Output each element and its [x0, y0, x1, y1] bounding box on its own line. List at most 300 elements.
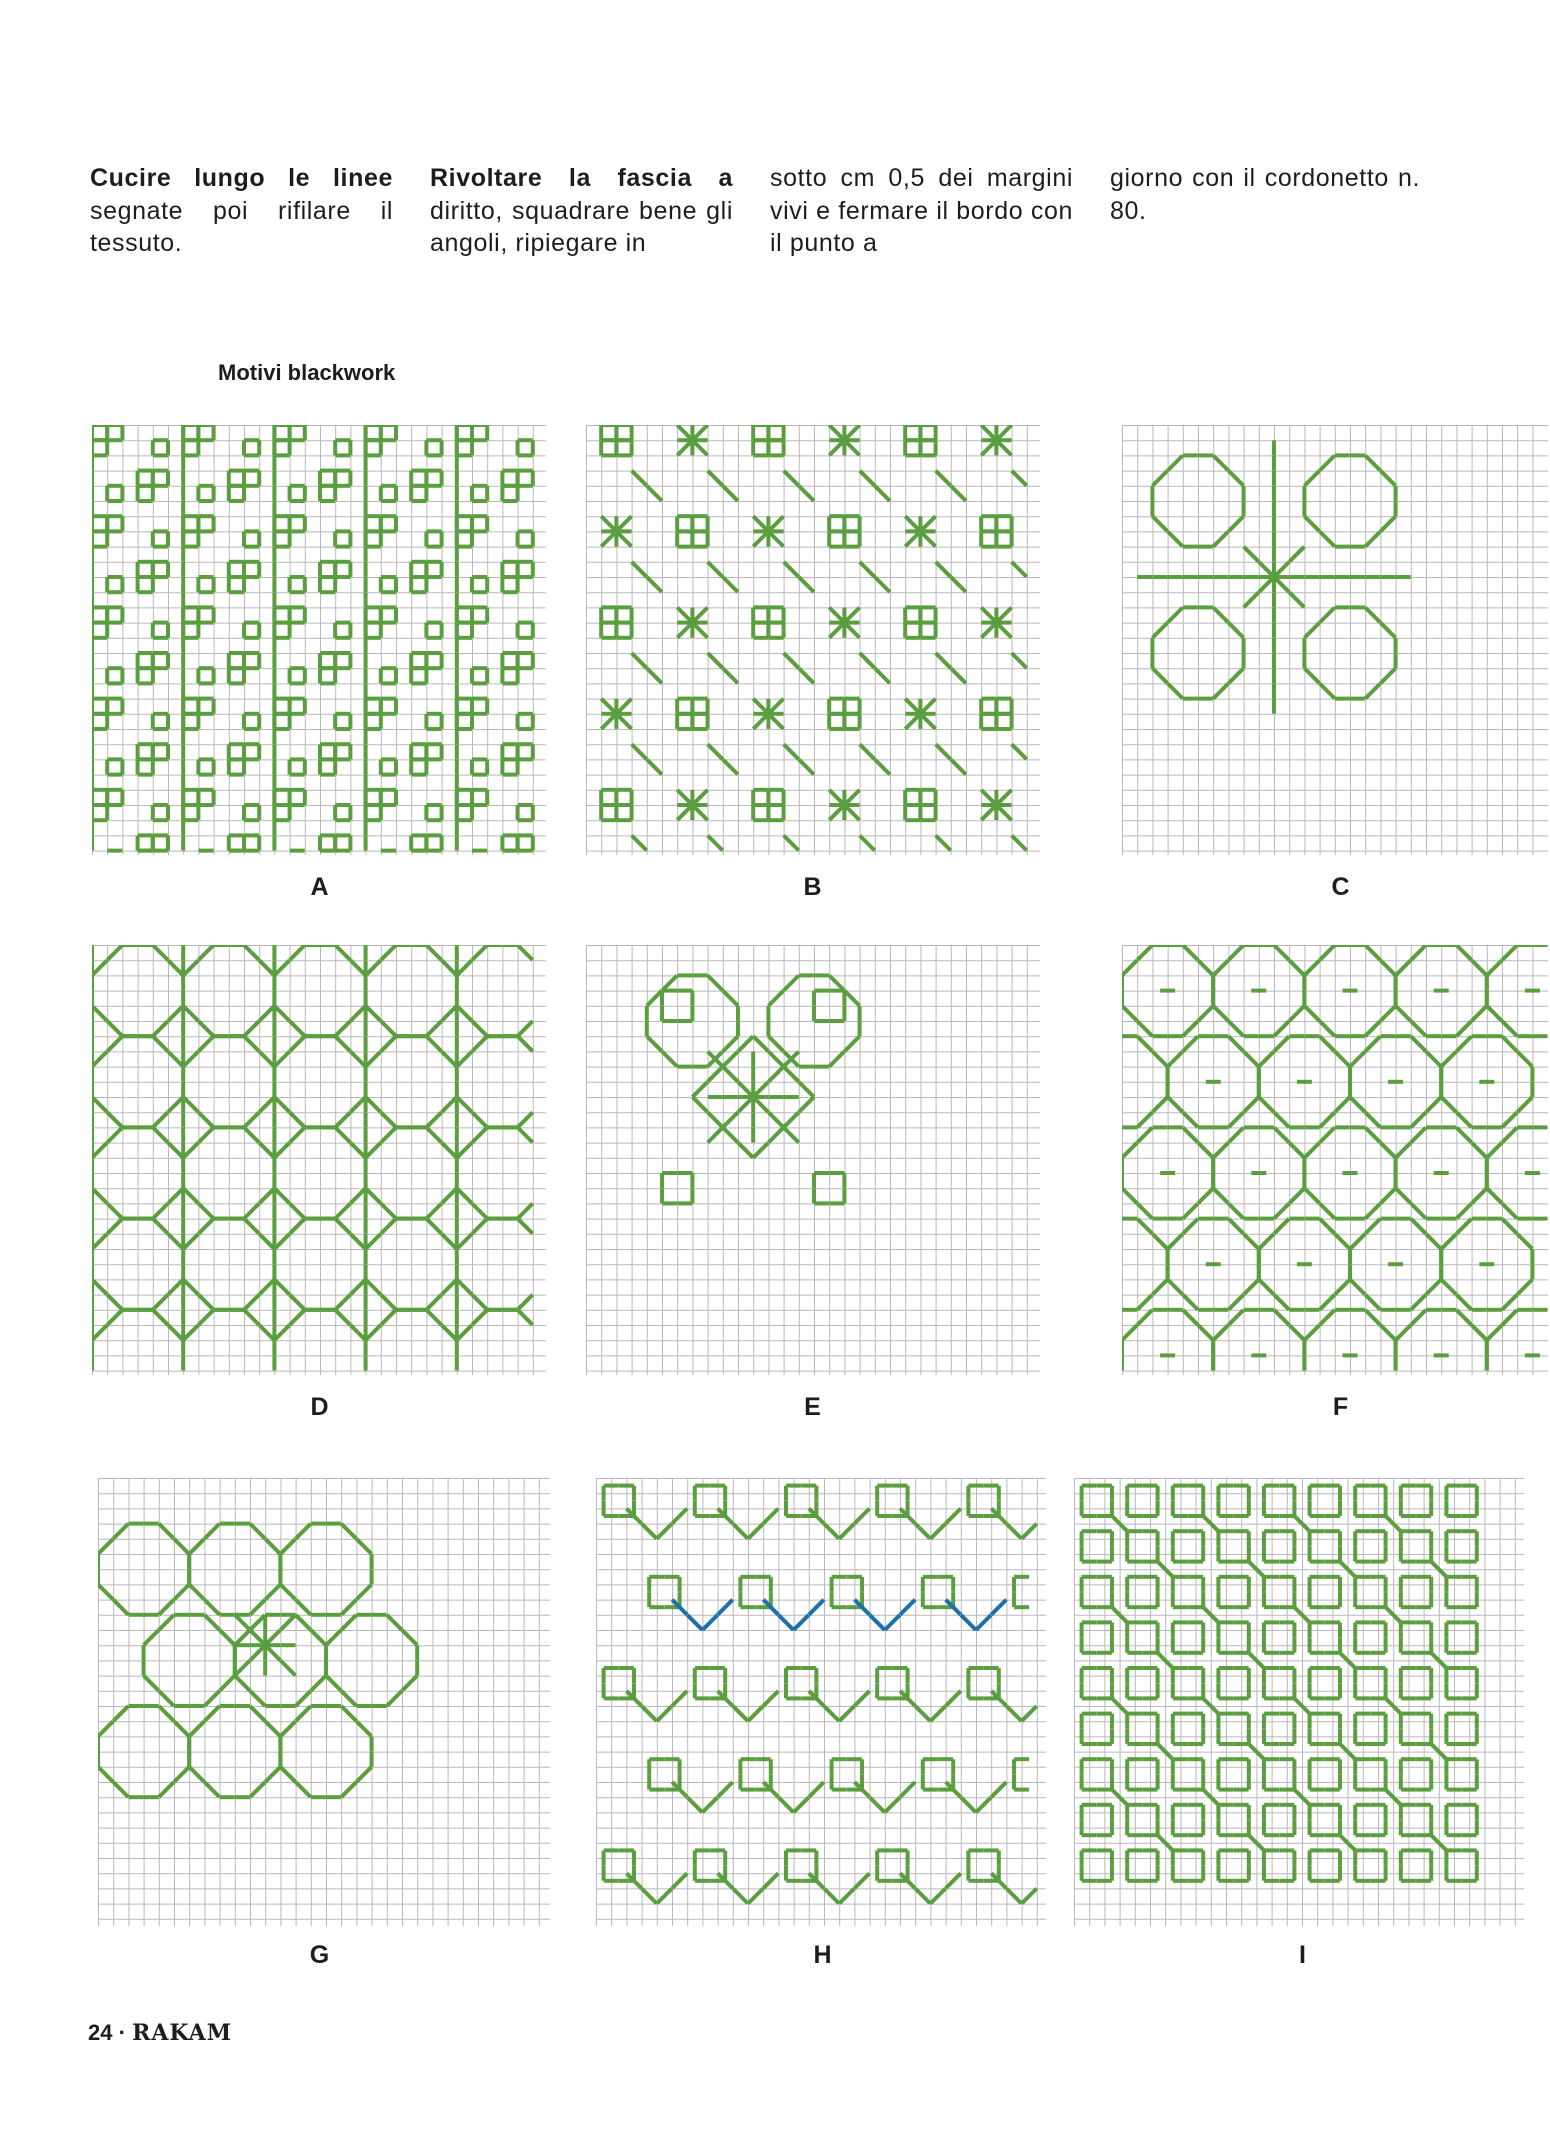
stitch: [1183, 1036, 1198, 1051]
stitch: [677, 608, 692, 623]
pattern-grid-g: [98, 1478, 550, 1926]
stitch: [199, 1021, 214, 1036]
stitch: [1365, 1112, 1380, 1127]
stitch: [1229, 516, 1244, 531]
stitch: [997, 608, 1012, 623]
stitch: [144, 1630, 159, 1645]
stitch: [763, 1509, 778, 1524]
stitch-pattern: [1082, 1486, 1477, 1881]
stitch: [1168, 456, 1183, 471]
stitch: [1472, 1325, 1487, 1340]
stitch: [1229, 1021, 1244, 1036]
stitch: [168, 1143, 183, 1158]
stitch: [275, 1097, 290, 1112]
stitch: [784, 836, 799, 851]
stitch: [693, 1097, 708, 1112]
stitch: [845, 440, 860, 455]
pattern-grid-a: [92, 425, 546, 855]
stitch: [1213, 1006, 1228, 1021]
stitch: [442, 1052, 457, 1067]
stitch: [1183, 1295, 1198, 1310]
stitch: [769, 516, 784, 531]
stitch: [1183, 1204, 1198, 1219]
stitch: [981, 623, 996, 638]
pattern-grid-c: [1122, 425, 1548, 855]
stitch: [1229, 471, 1244, 486]
stitch: [824, 1524, 839, 1539]
stitch: [92, 1188, 107, 1203]
pattern-panel-a: [92, 425, 546, 855]
stitch: [662, 976, 677, 991]
stitch: [1335, 1097, 1350, 1112]
stitch: [259, 1143, 274, 1158]
stitch: [829, 608, 844, 623]
stitch: [1487, 1325, 1502, 1340]
stitch: [1183, 1112, 1198, 1127]
stitch: [1153, 668, 1168, 683]
stitch: [617, 714, 632, 729]
stitch: [113, 1782, 128, 1797]
stitch: [351, 1006, 366, 1021]
stitch: [753, 1036, 768, 1051]
stitch: [936, 744, 951, 759]
stitch: [1320, 1204, 1335, 1219]
stitch: [829, 440, 844, 455]
stitch: [900, 1600, 915, 1615]
stitch: [799, 668, 814, 683]
stitch: [1244, 1280, 1259, 1295]
stitch: [381, 1128, 396, 1143]
stitch: [921, 714, 936, 729]
stitch: [1244, 592, 1259, 607]
stitch-pattern: [604, 1486, 1037, 1904]
column-bold-text: Rivoltare la fascia a: [430, 164, 733, 192]
stitch: [1305, 960, 1320, 975]
stitch: [875, 668, 890, 683]
stitch: [1517, 1234, 1532, 1249]
stitch: [1012, 471, 1027, 486]
stitch: [738, 1036, 753, 1051]
stitch: [915, 1524, 930, 1539]
stitch: [290, 1295, 305, 1310]
stitch: [647, 486, 662, 501]
stitch: [632, 562, 647, 577]
stitch: [244, 1036, 259, 1051]
stitch: [107, 1021, 122, 1036]
stitch: [763, 1873, 778, 1888]
stitch: [1411, 1295, 1426, 1310]
stitch: [936, 653, 951, 668]
stitch: [518, 1112, 533, 1127]
stitch: [1396, 1143, 1411, 1158]
stitch: [351, 1097, 366, 1112]
stitch: [366, 1143, 381, 1158]
stitch: [961, 1797, 976, 1812]
stitch: [265, 1539, 280, 1554]
grid-lines: [98, 1478, 550, 1926]
stitch: [799, 1097, 814, 1112]
stitch: [723, 760, 738, 775]
stitch: [518, 1128, 533, 1143]
stitch: [647, 760, 662, 775]
stitch: [235, 1661, 250, 1676]
stitch: [381, 1310, 396, 1325]
stitch: [1022, 1706, 1037, 1721]
stitch: [981, 425, 996, 440]
stitch: [107, 1112, 122, 1127]
stitch: [961, 1615, 976, 1630]
stitch: [1229, 623, 1244, 638]
stitch: [601, 714, 616, 729]
stitch: [1365, 1036, 1380, 1051]
stitch: [845, 1036, 860, 1051]
stitch: [617, 699, 632, 714]
stitch-pattern: [601, 425, 1026, 851]
stitch: [296, 1691, 311, 1706]
stitch: [351, 1325, 366, 1340]
stitch: [1259, 1052, 1274, 1067]
stitch: [708, 653, 723, 668]
stitch: [1274, 1112, 1289, 1127]
stitch: [174, 1767, 189, 1782]
stitch: [153, 1295, 168, 1310]
stitch: [1457, 1295, 1472, 1310]
stitch-pattern: [92, 425, 533, 851]
stitch: [1183, 1128, 1198, 1143]
stitch: [351, 1052, 366, 1067]
stitch: [387, 1691, 402, 1706]
stitch: [1365, 1204, 1380, 1219]
stitch: [311, 1630, 326, 1645]
stitch: [1320, 684, 1335, 699]
stitch: [275, 1280, 290, 1295]
stitch: [1365, 1310, 1380, 1325]
stitch: [159, 1600, 174, 1615]
stitch: [335, 1310, 350, 1325]
stitch: [1517, 1052, 1532, 1067]
stitch: [1153, 623, 1168, 638]
stitch: [335, 1128, 350, 1143]
stitch: [1350, 1097, 1365, 1112]
stitch: [1213, 960, 1228, 975]
stitch: [1137, 1219, 1152, 1234]
stitch: [1350, 1052, 1365, 1067]
stitch: [784, 1067, 799, 1082]
stitch: [1457, 945, 1472, 960]
stitch: [1396, 1325, 1411, 1340]
stitch: [1229, 1310, 1244, 1325]
stitch: [381, 1036, 396, 1051]
stitch: [1274, 1128, 1289, 1143]
stitch: [98, 1585, 113, 1600]
stitch: [769, 699, 784, 714]
stitch: [870, 1615, 885, 1630]
stitch: [693, 440, 708, 455]
stitch: [687, 1797, 702, 1812]
stitch: [92, 1052, 107, 1067]
stitch: [1012, 562, 1027, 577]
stitch: [885, 1615, 900, 1630]
stitch: [860, 744, 875, 759]
stitch: [784, 471, 799, 486]
stitch: [875, 577, 890, 592]
stitch: [1153, 471, 1168, 486]
stitch: [799, 486, 814, 501]
stitch: [647, 991, 662, 1006]
stitch: [951, 760, 966, 775]
stitch: [647, 668, 662, 683]
stitch: [1229, 1036, 1244, 1051]
stitch: [860, 836, 875, 851]
stitch: [1320, 608, 1335, 623]
stitch: [693, 790, 708, 805]
stitch: [1426, 1052, 1441, 1067]
stitch: [723, 1112, 738, 1127]
stitch: [1229, 945, 1244, 960]
text-column-4: [1110, 162, 1420, 227]
stitch: [275, 1143, 290, 1158]
stitch: [997, 805, 1012, 820]
stitch: [915, 1889, 930, 1904]
stitch: [290, 1112, 305, 1127]
stitch: [442, 1143, 457, 1158]
stitch: [341, 1782, 356, 1797]
stitch: [1244, 1234, 1259, 1249]
stitch: [1213, 1188, 1228, 1203]
stitch: [738, 1097, 753, 1112]
stitch: [1340, 1744, 1355, 1759]
stitch: [1183, 1021, 1198, 1036]
stitch: [472, 1219, 487, 1234]
stitch: [845, 608, 860, 623]
stitch: [259, 1280, 274, 1295]
stitch: [748, 1524, 763, 1539]
stitch: [1168, 1052, 1183, 1067]
stitch: [442, 1097, 457, 1112]
stitch: [672, 1691, 687, 1706]
stitch: [1012, 653, 1027, 668]
stitch: [199, 1036, 214, 1051]
stitch: [723, 1128, 738, 1143]
stitch: [265, 1630, 280, 1645]
stitch: [1457, 1036, 1472, 1051]
stitch: [518, 1021, 533, 1036]
stitch: [769, 991, 784, 1006]
stitch: [357, 1585, 372, 1600]
stitch: [296, 1706, 311, 1721]
stitch: [1259, 1234, 1274, 1249]
stitch: [723, 991, 738, 1006]
stitch: [1168, 608, 1183, 623]
stitch: [1411, 1036, 1426, 1051]
column-text: diritto, squadrare bene gli angoli, ripiegare in: [430, 196, 733, 257]
stitch: [290, 1204, 305, 1219]
stitch: [931, 1889, 946, 1904]
stitch: [1487, 960, 1502, 975]
stitch: [1274, 1204, 1289, 1219]
stitch: [1320, 1021, 1335, 1036]
stitch: [1502, 1112, 1517, 1127]
stitch: [107, 1128, 122, 1143]
stitch: [518, 945, 533, 960]
stitch: [335, 1219, 350, 1234]
stitch: [1502, 1310, 1517, 1325]
stitch: [1259, 562, 1274, 577]
stitch: [457, 1188, 472, 1203]
stitch: [1168, 532, 1183, 547]
stitch: [601, 699, 616, 714]
stitch: [1396, 1188, 1411, 1203]
stitch: [1411, 945, 1426, 960]
stitch: [281, 1585, 296, 1600]
pattern-grid-b: [586, 425, 1040, 855]
stitch: [366, 1188, 381, 1203]
stitch: [860, 653, 875, 668]
stitch: [1229, 1112, 1244, 1127]
stitch: [281, 1721, 296, 1736]
stitch: [1411, 1219, 1426, 1234]
stitch: [753, 516, 768, 531]
stitch: [687, 1615, 702, 1630]
stitch: [1137, 1112, 1152, 1127]
stitch: [1457, 1219, 1472, 1234]
stitch: [1198, 1188, 1213, 1203]
stitch: [915, 1706, 930, 1721]
pattern-panel-c: [1122, 425, 1548, 855]
stitch: [769, 1128, 784, 1143]
stitch: [275, 1234, 290, 1249]
stitch: [936, 562, 951, 577]
stitch: [1426, 1097, 1441, 1112]
pattern-panel-e: [586, 945, 1040, 1375]
page-footer: [88, 2020, 232, 2046]
stitch: [1411, 1310, 1426, 1325]
stitch: [738, 1143, 753, 1158]
stitch: [341, 1615, 356, 1630]
stitch: [799, 577, 814, 592]
stitch: [357, 1721, 372, 1736]
stitch: [794, 1615, 809, 1630]
stitch: [351, 1188, 366, 1203]
stitch: [900, 1782, 915, 1797]
stitch: [183, 1006, 198, 1021]
stitch: [708, 1112, 723, 1127]
pattern-panel-h: [596, 1478, 1046, 1926]
stitch: [442, 960, 457, 975]
stitch: [442, 1234, 457, 1249]
pattern-panel-d: [92, 945, 546, 1375]
stitch: [427, 1295, 442, 1310]
stitch: [693, 425, 708, 440]
stitch: [387, 1615, 402, 1630]
stitch: [1502, 1295, 1517, 1310]
stitch: [931, 1706, 946, 1721]
stitch: [1183, 1310, 1198, 1325]
stitch: [1012, 836, 1027, 851]
footer-separator: ·: [118, 2020, 126, 2045]
stitch: [1122, 960, 1137, 975]
stitch: [1112, 1790, 1127, 1805]
stitch: [92, 1325, 107, 1340]
stitch: [1244, 547, 1259, 562]
stitch: [672, 1873, 687, 1888]
stitch: [107, 1295, 122, 1310]
stitch: [326, 1676, 341, 1691]
stitch: [829, 805, 844, 820]
stitch: [107, 945, 122, 960]
stitch: [98, 1721, 113, 1736]
stitch: [174, 1539, 189, 1554]
stitch: [518, 1219, 533, 1234]
stitch: [183, 1052, 198, 1067]
stitch: [366, 1280, 381, 1295]
stitch: [381, 1219, 396, 1234]
stitch: [642, 1706, 657, 1721]
stitch: [381, 1112, 396, 1127]
stitch: [153, 1036, 168, 1051]
stitch: [672, 1509, 687, 1524]
stitch: [769, 1052, 784, 1067]
stitch: [296, 1782, 311, 1797]
stitch: [92, 1143, 107, 1158]
stitch: [1168, 1280, 1183, 1295]
stitch: [1396, 1006, 1411, 1021]
stitch: [1457, 1128, 1472, 1143]
pattern-panel-i: [1074, 1478, 1524, 1926]
stitch: [1122, 1325, 1137, 1340]
stitch: [1137, 1036, 1152, 1051]
stitch: [936, 471, 951, 486]
stitch: [199, 1128, 214, 1143]
stitch: [693, 805, 708, 820]
stitch: [657, 1524, 672, 1539]
stitch: [1198, 1006, 1213, 1021]
stitch: [281, 1661, 296, 1676]
stitch: [769, 532, 784, 547]
stitch: [113, 1600, 128, 1615]
stitch: [457, 1280, 472, 1295]
stitch: [250, 1782, 265, 1797]
column-bold-text: Cucire lungo le linee: [90, 164, 393, 192]
stitch: [951, 486, 966, 501]
stitch: [259, 1006, 274, 1021]
panel-label-f: F: [1332, 1393, 1350, 1421]
stitch: [981, 608, 996, 623]
stitch: [183, 1280, 198, 1295]
stitch: [1320, 1310, 1335, 1325]
stitch: [259, 1097, 274, 1112]
panel-label-g: G: [309, 1941, 331, 1969]
stitch: [748, 1889, 763, 1904]
stitch: [708, 744, 723, 759]
stitch: [275, 960, 290, 975]
stitch: [1022, 1889, 1037, 1904]
stitch: [642, 1889, 657, 1904]
stitch: [220, 1630, 235, 1645]
column-text: segnate poi rifilare il tessuto.: [90, 196, 393, 257]
stitch: [845, 425, 860, 440]
stitch: [1274, 562, 1289, 577]
stitch: [931, 1524, 946, 1539]
stitch: [753, 532, 768, 547]
stitch: [1350, 1280, 1365, 1295]
stitch: [1229, 668, 1244, 683]
magazine-brand: RAKAM: [132, 2020, 233, 2046]
stitch: [174, 1721, 189, 1736]
stitch: [357, 1539, 372, 1554]
stitch: [1472, 1006, 1487, 1021]
stitch: [718, 1600, 733, 1615]
